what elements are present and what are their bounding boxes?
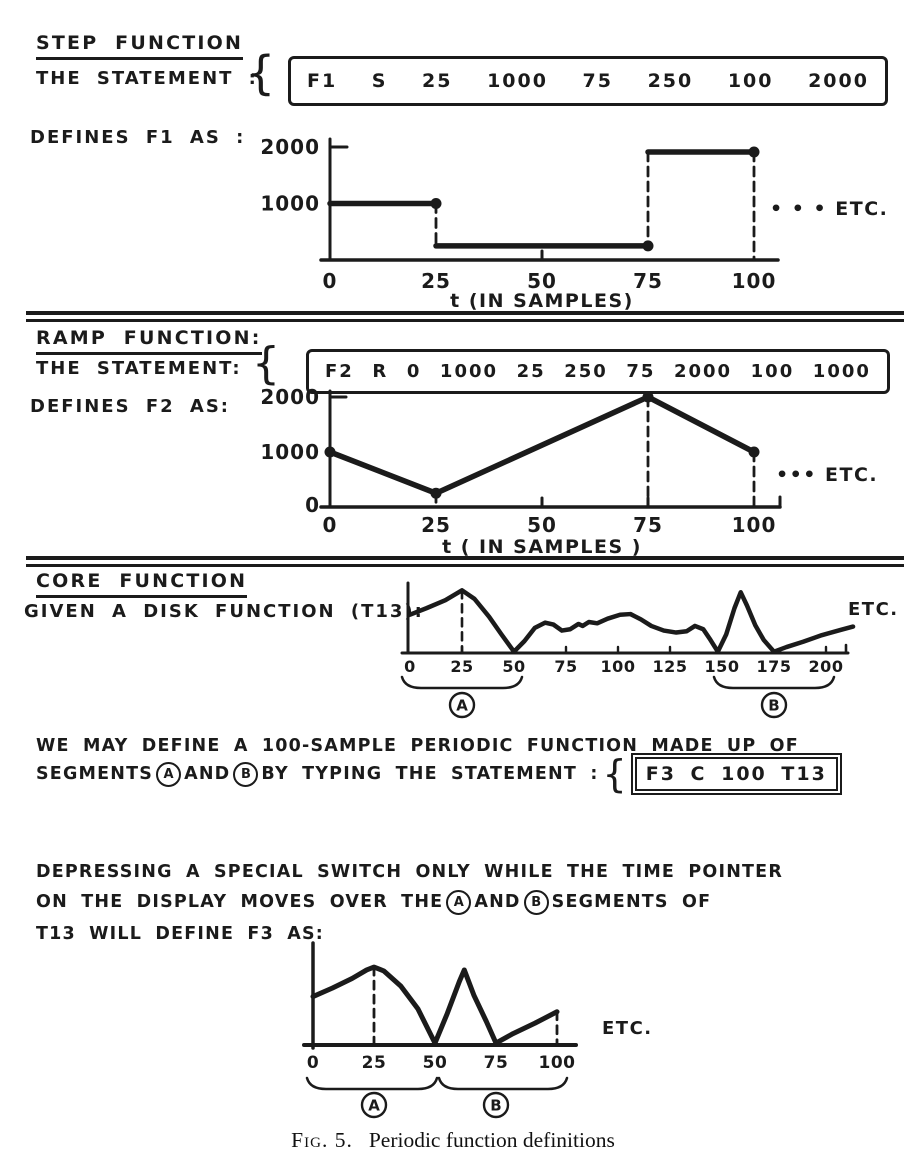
etc-label: • • • ETC. bbox=[770, 198, 889, 220]
y-tick-label: 2000 bbox=[260, 385, 320, 409]
x-tick-label: 25 bbox=[421, 513, 451, 537]
data-point-dot bbox=[749, 147, 760, 158]
circled-b-label: B bbox=[524, 890, 549, 915]
x-tick-label: 75 bbox=[633, 513, 663, 537]
y-tick-label: 2000 bbox=[260, 135, 320, 159]
statement-token: 250 bbox=[647, 70, 694, 92]
left-brace: { bbox=[602, 752, 627, 796]
segment-brace bbox=[439, 1078, 567, 1089]
statement-token: 2000 bbox=[673, 361, 733, 382]
x-tick-label: 75 bbox=[633, 269, 663, 293]
statement-token: 1000 bbox=[487, 70, 548, 92]
x-tick-label: 125 bbox=[652, 657, 688, 676]
data-point-dot bbox=[431, 198, 442, 209]
disk-function-plot bbox=[396, 575, 906, 725]
section-divider bbox=[26, 556, 904, 567]
left-brace: { bbox=[252, 338, 280, 389]
data-point-dot bbox=[749, 447, 760, 458]
freehand-curve bbox=[410, 590, 853, 651]
core-section-heading: CORE FUNCTION bbox=[36, 570, 247, 598]
paragraph-text: BY TYPING THE STATEMENT : bbox=[261, 764, 599, 784]
circled-letter-label: A bbox=[456, 696, 468, 715]
statement-token: 100 bbox=[727, 70, 774, 92]
left-brace: { bbox=[246, 46, 276, 100]
circled-a-label: A bbox=[156, 762, 181, 787]
x-tick-label: 0 bbox=[322, 269, 338, 293]
paragraph-line: DEPRESSING A SPECIAL SWITCH ONLY WHILE THE TIME POINTER bbox=[36, 862, 784, 882]
x-tick-label: 75 bbox=[483, 1053, 509, 1073]
section-divider bbox=[26, 311, 904, 322]
y-tick-label: 0 bbox=[305, 493, 320, 517]
paragraph-text: ON THE DISPLAY MOVES OVER THE bbox=[36, 892, 444, 912]
statement-token: 1000 bbox=[812, 361, 871, 382]
statement-token: 75 bbox=[582, 70, 613, 92]
x-tick-label: 100 bbox=[538, 1053, 576, 1073]
x-tick-label: 75 bbox=[554, 657, 578, 676]
ramp-statement-label: THE STATEMENT: bbox=[36, 358, 242, 379]
x-tick-label: 0 bbox=[404, 657, 416, 676]
statement-token: 2000 bbox=[808, 70, 869, 92]
x-axis-label: t ( IN SAMPLES ) bbox=[442, 536, 642, 558]
y-tick-label: 1000 bbox=[260, 191, 320, 216]
statement-token: 25 bbox=[516, 361, 546, 382]
statement-token: 1000 bbox=[439, 361, 499, 382]
figure-caption-text: Periodic function definitions bbox=[368, 1128, 615, 1152]
x-tick-label: 0 bbox=[306, 1053, 320, 1073]
ramp-function-plot bbox=[170, 385, 906, 558]
segment-brace bbox=[714, 677, 834, 688]
defines-f2-label: DEFINES F2 AS: bbox=[30, 396, 231, 417]
x-tick-label: 100 bbox=[731, 269, 777, 293]
statement-token: 75 bbox=[626, 361, 656, 382]
paragraph-line bbox=[36, 752, 838, 796]
data-point-dot bbox=[643, 240, 654, 251]
etc-label: ETC. bbox=[602, 1018, 653, 1039]
step-function-plot bbox=[170, 115, 906, 315]
paragraph-text: SEGMENTS OF bbox=[551, 892, 712, 912]
x-tick-label: 50 bbox=[422, 1053, 448, 1073]
data-point-dot bbox=[643, 392, 654, 403]
paragraph-line: T13 WILL DEFINE F3 AS: bbox=[36, 924, 325, 944]
x-tick-label: 150 bbox=[704, 657, 740, 676]
y-tick-label: 1000 bbox=[260, 440, 320, 464]
statement-token: S bbox=[371, 70, 388, 92]
segment-brace bbox=[307, 1078, 437, 1089]
x-tick-label: 50 bbox=[502, 657, 526, 676]
circled-letter-label: B bbox=[490, 1096, 502, 1115]
circled-letter-label: B bbox=[768, 696, 780, 715]
x-tick-label: 25 bbox=[361, 1053, 387, 1073]
x-tick-label: 100 bbox=[731, 513, 777, 537]
statement-box-f3: F3 C 100 T13 bbox=[635, 757, 838, 791]
statement-token: 0 bbox=[406, 361, 422, 382]
statement-token: F2 bbox=[325, 361, 354, 382]
x-tick-label: 100 bbox=[600, 657, 636, 676]
x-tick-label: 50 bbox=[527, 269, 557, 293]
paragraph-text: SEGMENTS bbox=[36, 764, 154, 784]
circled-b-label: B bbox=[233, 762, 258, 787]
step-section-heading: STEP FUNCTION bbox=[36, 32, 243, 60]
statement-token: F1 bbox=[307, 70, 338, 92]
x-tick-label: 0 bbox=[322, 513, 338, 537]
ramp-section-heading: RAMP FUNCTION: bbox=[36, 327, 262, 355]
freehand-curve bbox=[313, 967, 557, 1043]
statement-token: R bbox=[372, 361, 389, 382]
segment-brace bbox=[402, 677, 522, 688]
given-disk-function-label: GIVEN A DISK FUNCTION (T13): bbox=[24, 601, 424, 622]
x-tick-label: 200 bbox=[808, 657, 844, 676]
etc-label: ••• ETC. bbox=[776, 464, 879, 486]
ramp-line bbox=[330, 397, 754, 493]
statement-token: 100 bbox=[750, 361, 795, 382]
defines-f1-label: DEFINES F1 AS : bbox=[30, 127, 246, 148]
f3-function-plot bbox=[276, 935, 706, 1125]
x-tick-label: 50 bbox=[527, 513, 557, 537]
x-tick-label: 175 bbox=[756, 657, 792, 676]
statement-token: 250 bbox=[564, 361, 608, 382]
paragraph-line bbox=[36, 888, 711, 916]
step-statement-label: THE STATEMENT : bbox=[36, 68, 258, 89]
paragraph-text: AND bbox=[474, 892, 521, 912]
figure-caption bbox=[0, 1128, 906, 1153]
paragraph-text: AND bbox=[184, 764, 231, 784]
circled-a-label: A bbox=[446, 890, 471, 915]
figure-number: Fig. 5. bbox=[291, 1128, 353, 1152]
circled-letter-label: A bbox=[368, 1096, 380, 1115]
x-axis-label: t (IN SAMPLES) bbox=[450, 290, 634, 312]
paragraph-line: WE MAY DEFINE A 100-SAMPLE PERIODIC FUNCTION MADE UP OF bbox=[36, 736, 799, 756]
statement-box-f1 bbox=[288, 56, 888, 106]
data-point-dot bbox=[325, 447, 336, 458]
etc-label: ETC. bbox=[848, 599, 899, 620]
x-tick-label: 25 bbox=[421, 269, 451, 293]
x-tick-label: 25 bbox=[450, 657, 474, 676]
data-point-dot bbox=[431, 488, 442, 499]
statement-token: 25 bbox=[422, 70, 453, 92]
